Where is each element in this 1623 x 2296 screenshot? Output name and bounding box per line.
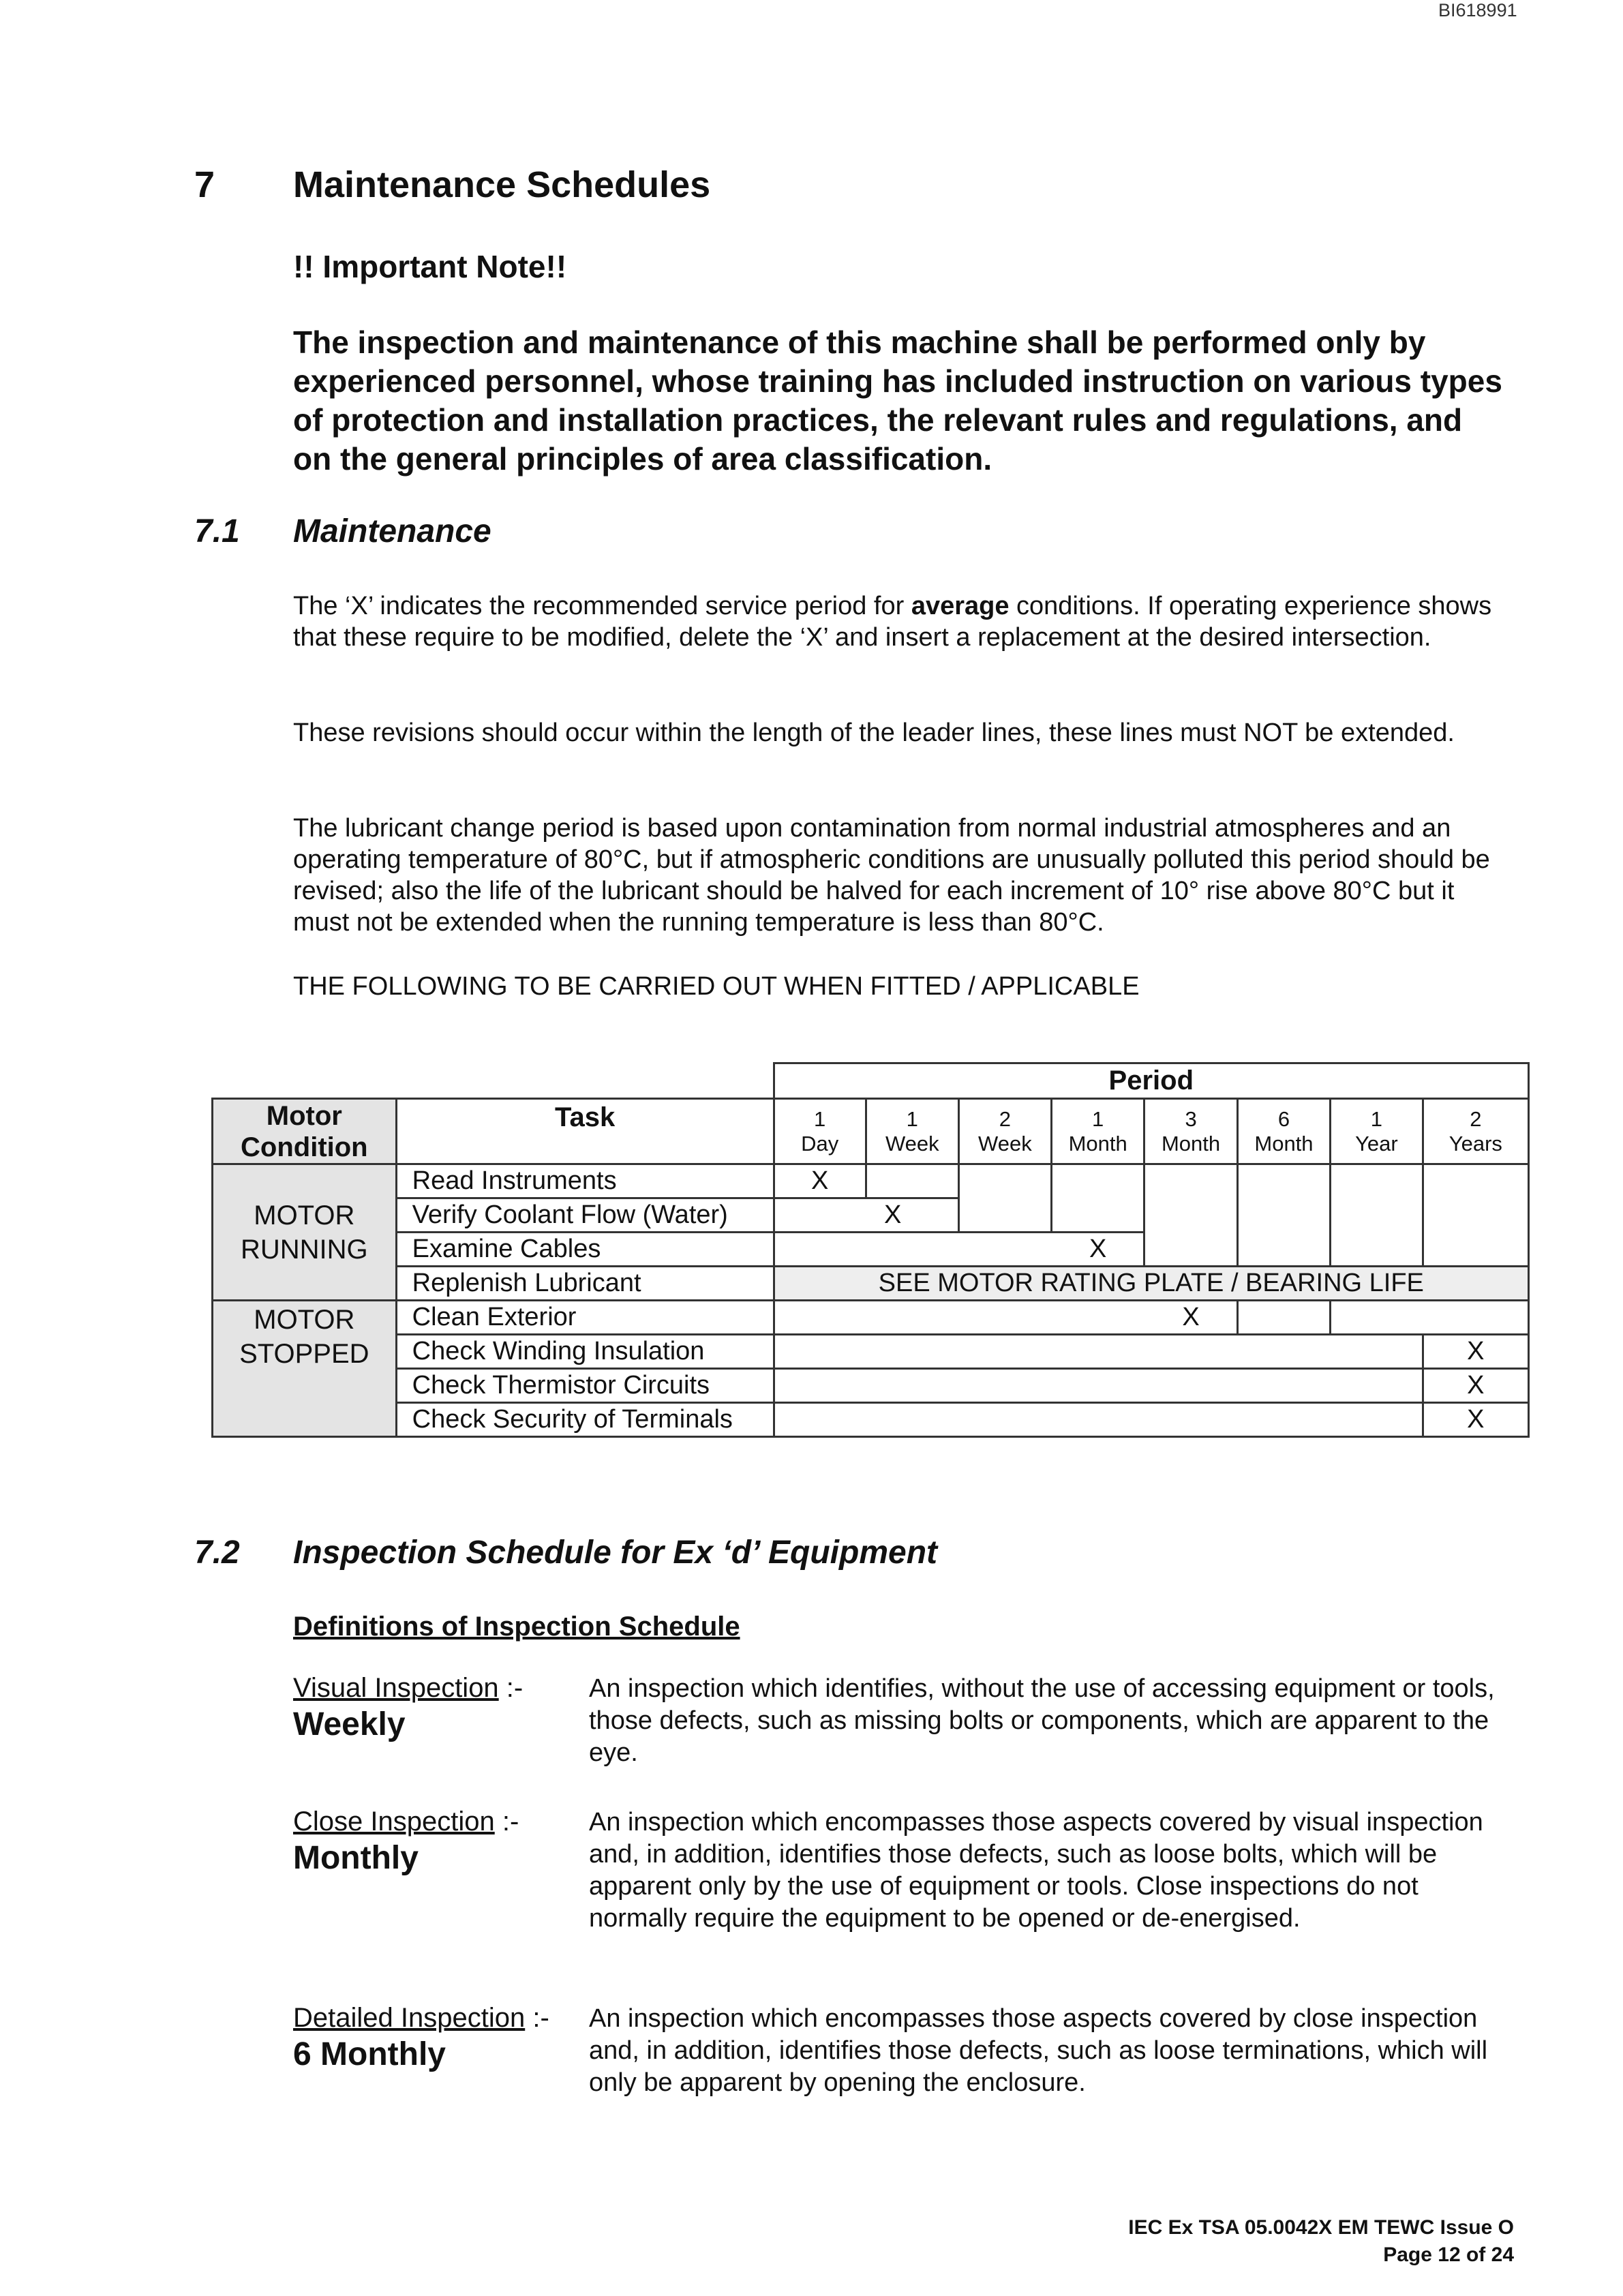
term-close-inspection: Close Inspection :-: [293, 1807, 519, 1837]
table-row: [213, 1369, 1529, 1403]
description-close-inspection: An inspection which encompasses those aspects covered by visual inspection and, in addition, identifies those defects, such as loose bolts, which will be apparent only by the use of equipment or tools. Close inspections do not normally require the equipment to be opened or de-energised.: [589, 1808, 1483, 1933]
period-col-1-year: 1 Year: [1331, 1099, 1423, 1164]
task-verify-coolant-flow: Verify Coolant Flow (Water): [396, 1198, 774, 1233]
table-row: [213, 1198, 1529, 1233]
period-header: Period: [774, 1063, 1528, 1099]
document-id: BI618991: [1438, 0, 1517, 20]
subsection-title-inspection: Inspection Schedule for Ex ‘d’ Equipment: [293, 1535, 937, 1571]
period-col-6-month: 6 Month: [1237, 1099, 1330, 1164]
table-row: [213, 1403, 1529, 1437]
task-replenish-lubricant: Replenish Lubricant: [396, 1267, 774, 1301]
table-row: [213, 1164, 1529, 1198]
period-col-2-week: 2 Week: [958, 1099, 1051, 1164]
frequency-6-monthly: 6 Monthly: [293, 2036, 446, 2072]
description-detailed-inspection: An inspection which encompasses those aspects covered by close inspection and, in addition, identifies those defects, such as loose terminations, which will only be apparent by opening the enclosure.: [589, 2004, 1488, 2097]
period-col-1-day: 1 Day: [774, 1099, 866, 1164]
term-detailed-inspection: Detailed Inspection :-: [293, 2003, 549, 2033]
mark-clean-exterior: X: [774, 1301, 1237, 1335]
footer-page-number: Page 12 of 24: [1383, 2244, 1514, 2266]
emphasis-average: average: [911, 592, 1010, 620]
section-number: 7: [194, 164, 215, 205]
mark-check-security-of-terminals: X: [1423, 1403, 1528, 1437]
task-check-thermistor-circuits: Check Thermistor Circuits: [396, 1369, 774, 1403]
subsection-number-inspection: 7.2: [194, 1535, 240, 1571]
table-row: [213, 1267, 1529, 1301]
task-clean-exterior: Clean Exterior: [396, 1301, 774, 1335]
table-row: [213, 1233, 1529, 1267]
task-header: Task: [396, 1099, 774, 1164]
period-col-1-month: 1 Month: [1051, 1099, 1144, 1164]
page-footer: [1128, 2214, 1514, 2269]
mark-examine-cables: X: [774, 1233, 1144, 1267]
table-row: [213, 1301, 1529, 1335]
period-col-2-years: 2 Years: [1423, 1099, 1528, 1164]
maintenance-paragraph-2: These revisions should occur within the length of the leader lines, these lines must NOT be extended.: [293, 719, 1455, 747]
table-row: [213, 1335, 1529, 1369]
description-visual-inspection: An inspection which identifies, without the use of accessing equipment or tools, those defects, such as missing bolts or components, which are apparent to the eye.: [589, 1674, 1495, 1767]
task-check-winding-insulation: Check Winding Insulation: [396, 1335, 774, 1369]
mark-check-winding-insulation: X: [1423, 1335, 1528, 1369]
definitions-title: Definitions of Inspection Schedule: [293, 1612, 740, 1642]
subsection-number: 7.1: [194, 513, 240, 549]
mark-check-thermistor-circuits: X: [1423, 1369, 1528, 1403]
condition-motor-running: MOTOR RUNNING: [213, 1164, 397, 1301]
subsection-title: Maintenance: [293, 513, 491, 549]
maintenance-paragraph-3: The lubricant change period is based upon contamination from normal industrial atmospheres and an operating temperature of 80°C, but if atmospheric conditions are unusually polluted this period should be revised; also the life of the lubricant should be halved for each increment of 10° rise above 80°C but it must not be extended when the running temperature is less than 80°C.: [293, 814, 1490, 937]
lubricant-rating-note: SEE MOTOR RATING PLATE / BEARING LIFE: [774, 1267, 1528, 1301]
maintenance-table: [211, 1062, 1530, 1437]
mark-read-instruments: X: [774, 1164, 866, 1198]
task-check-security-of-terminals: Check Security of Terminals: [396, 1403, 774, 1437]
important-note-body: The inspection and maintenance of this machine shall be performed only by experienced personnel, whose training has included instruction on various types of protection and installation practices, the relevant rules and regulations, and on the general principles of area classification.: [293, 324, 1502, 477]
motor-condition-header: Motor Condition: [213, 1099, 397, 1164]
mark-verify-coolant-flow: X: [774, 1198, 958, 1233]
period-col-3-month: 3 Month: [1144, 1099, 1237, 1164]
frequency-monthly: Monthly: [293, 1840, 419, 1876]
condition-motor-stopped: MOTOR STOPPED: [213, 1301, 397, 1437]
important-note-title: !! Important Note!!: [293, 249, 567, 284]
maintenance-paragraph-4: THE FOLLOWING TO BE CARRIED OUT WHEN FITTED / APPLICABLE: [293, 972, 1140, 1001]
maintenance-paragraph-1: The ‘X’ indicates the recommended service period for average conditions. If operating experience shows that these require to be modified, delete the ‘X’ and insert a replacement at the desired intersection.: [293, 592, 1492, 652]
term-visual-inspection: Visual Inspection :-: [293, 1673, 524, 1703]
task-examine-cables: Examine Cables: [396, 1233, 774, 1267]
frequency-weekly: Weekly: [293, 1706, 406, 1742]
section-title: Maintenance Schedules: [293, 164, 711, 205]
task-read-instruments: Read Instruments: [396, 1164, 774, 1198]
period-col-1-week: 1 Week: [866, 1099, 958, 1164]
footer-certificate: IEC Ex TSA 05.0042X EM TEWC Issue O: [1128, 2216, 1514, 2239]
